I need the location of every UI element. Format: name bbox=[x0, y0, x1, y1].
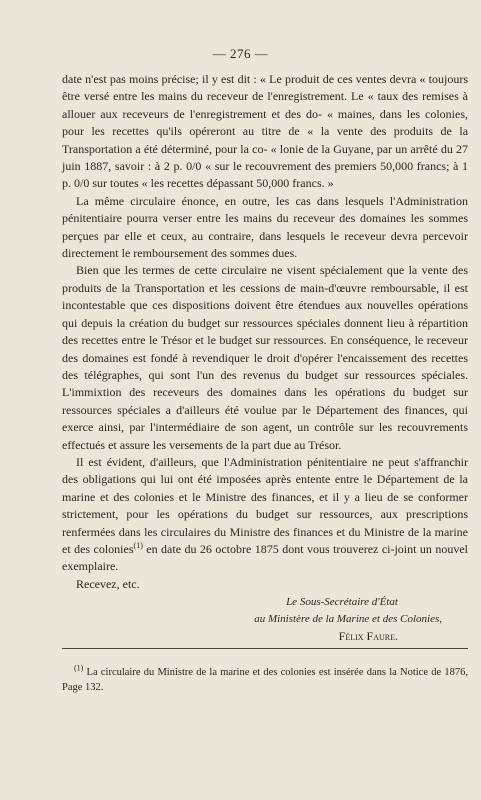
quote-line: date n'est pas moins précise; il y est dit : « Le produit de ces ventes devra bbox=[62, 72, 417, 86]
closing-formula: Recevez, etc. bbox=[76, 576, 140, 591]
paragraph: La même circulaire énonce, en outre, les cas dans lesquels l'Administration pénitentiaire pourra verser entre les mains du receveur des domaines les sommes perçues par elle et ceux, au contraire, dans lesquels le receveur devra percevoir directement le remboursement des sommes dues. bbox=[62, 193, 468, 261]
signature-subtitle: au Ministère de la Marine et des Colonies, bbox=[254, 613, 442, 626]
signature-block bbox=[62, 594, 468, 645]
footnote-text: La circulaire du Ministre de la marine et des colonies est insérée dans la Notice de 1876, Page 132. bbox=[62, 666, 468, 693]
quote-line: « taux des remises à allouer aux receveurs de l'enregistrement et des do- bbox=[62, 89, 469, 121]
footnote-reference: (1) bbox=[133, 540, 143, 550]
page-number: — 276 — bbox=[212, 46, 269, 61]
footnote bbox=[62, 665, 468, 695]
quoted-passage bbox=[62, 71, 468, 193]
body-text bbox=[62, 71, 468, 645]
quote-line: « la vente des produits de la Transportation a été déterminé, pour la co- bbox=[62, 124, 469, 156]
quote-line: « maines, dans les colonies, pour les recettes qu'ils opéreront au titre de bbox=[62, 106, 469, 139]
signature-name: Félix Faure. bbox=[338, 629, 398, 644]
quote-line: « sur le recouvrement des premiers 50,000 francs; à 1 p. 0/0 sur toutes bbox=[62, 159, 468, 191]
footnote-divider bbox=[62, 648, 468, 649]
paragraph bbox=[62, 454, 468, 576]
quote-line: « les recettes dépassant 50,000 francs. » bbox=[141, 176, 334, 191]
paragraph-text: Il est évident, d'ailleurs, que l'Administration pénitentiaire ne peut s'affranchir des obligations qui lui ont été imposées après entente entre le Département de la marine et des colonies et le Ministre des finances, et il y a lieu de se conformer strictement, pour les opérations du budget sur ressources, aux prescriptions renfermées dans les circulaires du Ministre des finances et du Ministre de la marine et des colonies bbox=[62, 454, 468, 556]
signature-title: Le Sous-Secrétaire d'État bbox=[286, 596, 398, 609]
quote-line: « lonie de la Guyane, par un arrêté du 27 juin 1887, savoir : à 2 p. 0/0 bbox=[62, 141, 468, 174]
footnote-mark: (1) bbox=[74, 663, 84, 672]
quote-line: « toujours être versé entre les mains du receveur de l'enregistrement. Le bbox=[62, 72, 468, 104]
paragraph: Bien que les termes de cette circulaire ne visent spécialement que la vente des produits de la Transportation et les cessions de main-d'œuvre remboursable, il est incontestable que ces dispositions doivent être étendues aux nouvelles opérations qui depuis la création du budget sur ressources spéciales donnent lieu à répartition des recettes entre le Trésor et le budget sur ressources. En conséquence, le receveur des domaines est fondé à revendiquer le droit d'opérer l'encaissement des recettes des télégraphes, qui sont l'un des revenus du budget sur ressources spéciales. L'immixtion des receveurs des domaines dans les opérations du budget sur ressources spéciales a d'ailleurs été voulue par le Département des finances, qui exerce ainsi, par l'intermédiaire de son agent, un contrôle sur les recouvrements effectués et assure les versements de la part due au Trésor. bbox=[62, 263, 468, 452]
paragraph-text: en date du 26 octobre 1875 dont vous trouverez ci-joint un nouvel exemplaire. bbox=[62, 541, 469, 574]
